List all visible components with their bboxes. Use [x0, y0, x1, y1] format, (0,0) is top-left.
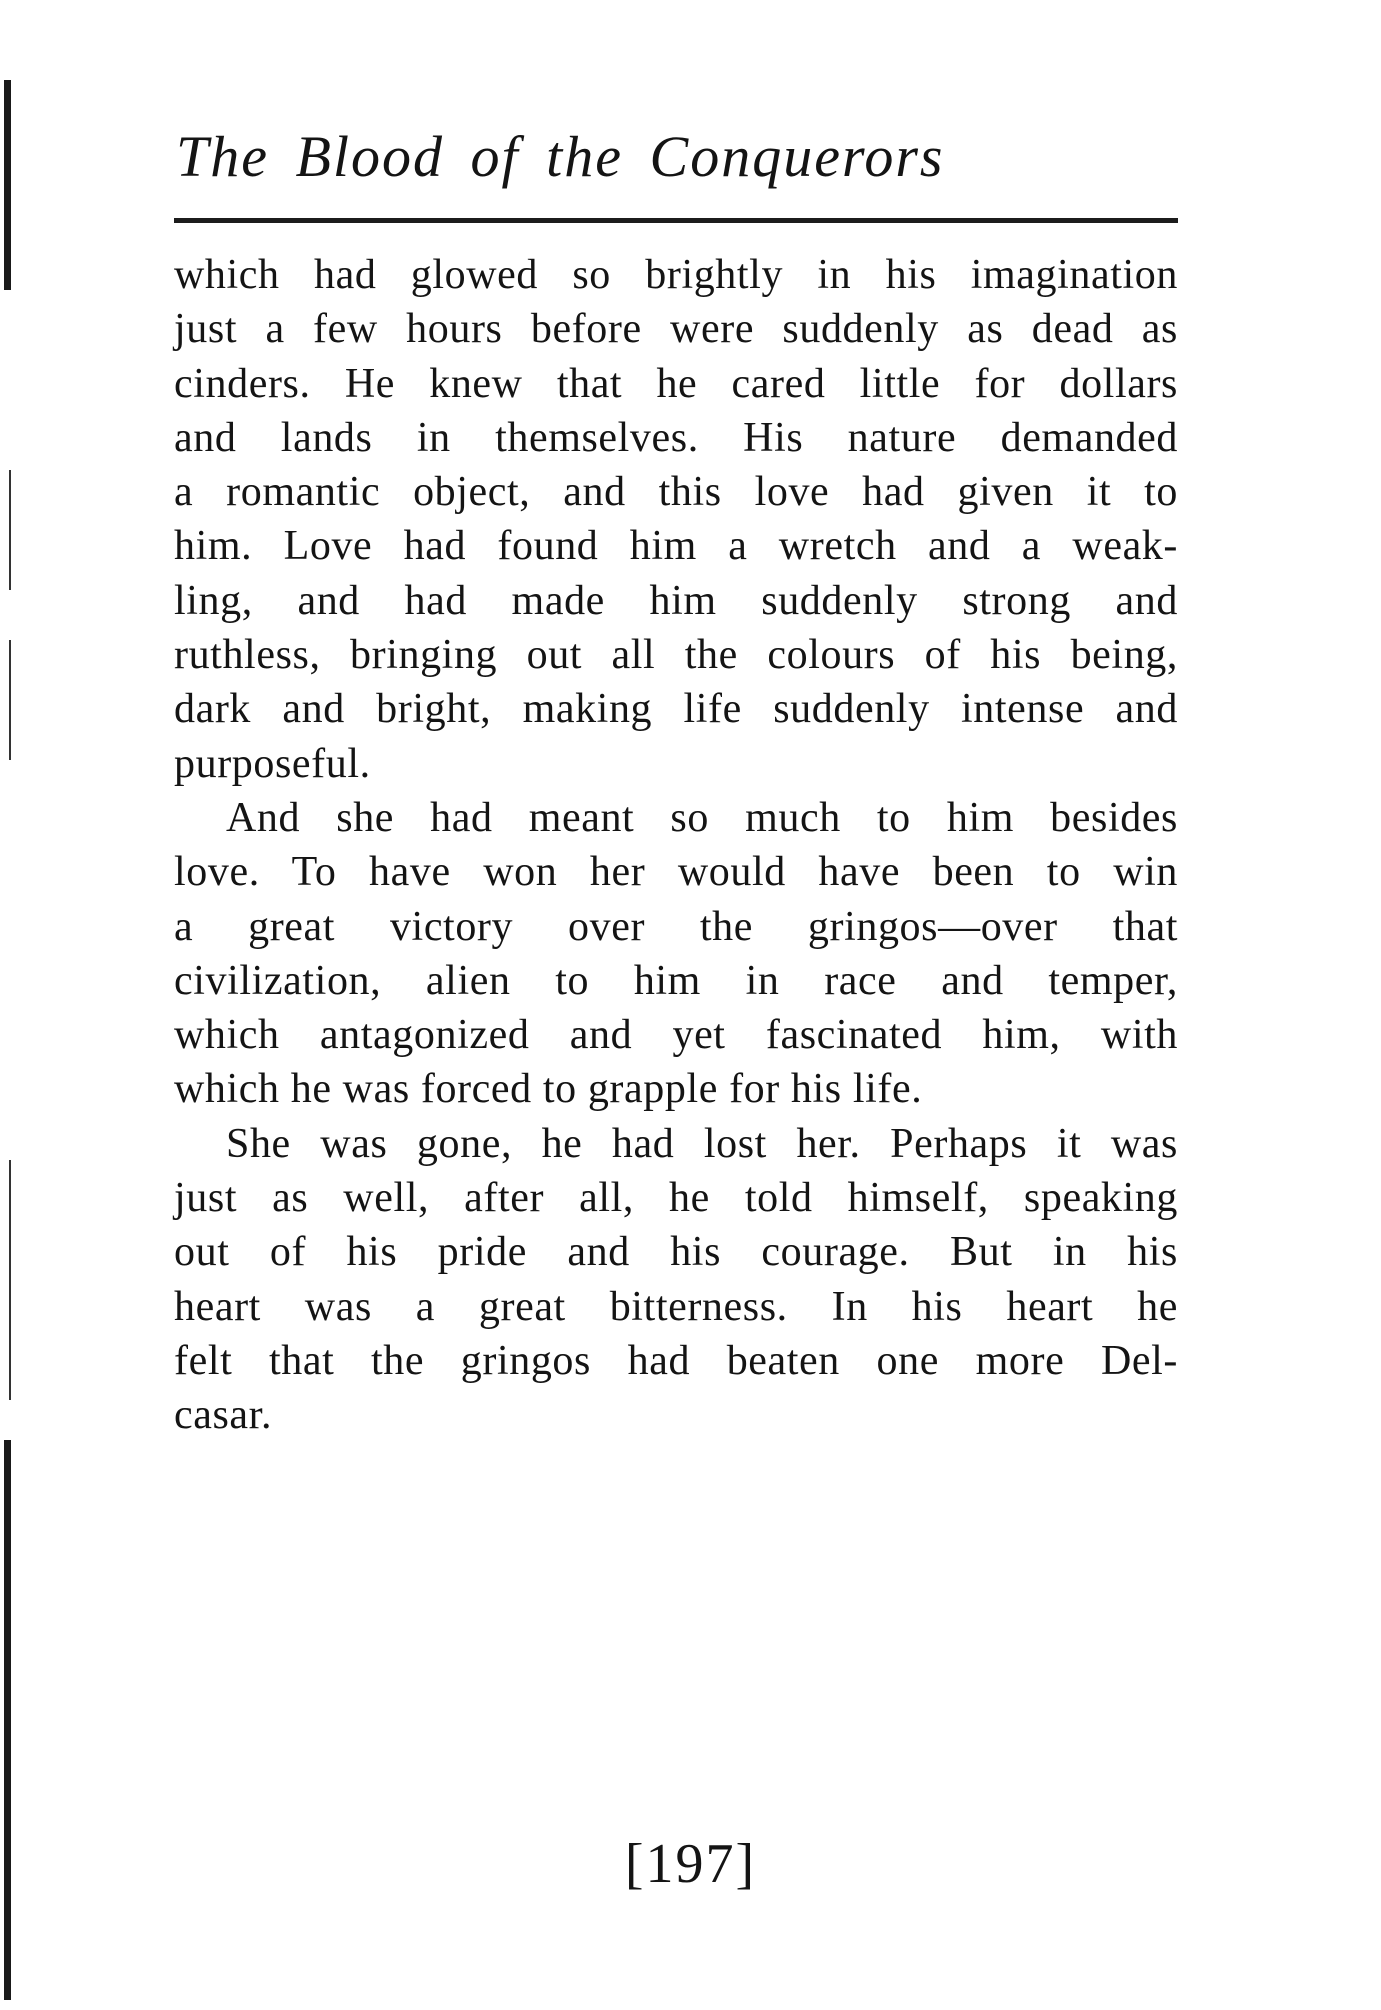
text-line: felt that the gringos had beaten one more Del- — [174, 1337, 1178, 1384]
paragraph-start: And she had meant so much to him besides — [226, 794, 1178, 841]
text-line: which he was forced to grapple for his life. — [174, 1066, 923, 1113]
text-line: heart was a great bitterness. In his heart he — [174, 1283, 1178, 1330]
binding-edge — [0, 0, 14, 2010]
text-line: him. Love had found him a wretch and a weak- — [174, 523, 1178, 570]
text-line: and lands in themselves. His nature demanded — [174, 414, 1178, 461]
text-line: a romantic object, and this love had given it to — [174, 469, 1178, 516]
page-number: [197] — [624, 1833, 757, 1895]
text-line: out of his pride and his courage. But in his — [174, 1229, 1178, 1276]
text-line: which antagonized and yet fascinated him, with — [174, 1012, 1178, 1059]
text-line: ling, and had made him suddenly strong and — [174, 577, 1178, 624]
body-text — [174, 248, 1178, 1443]
text-line: purposeful. — [174, 740, 371, 787]
running-head: The Blood of the Conquerors — [176, 124, 945, 189]
text-line: civilization, alien to him in race and temper, — [174, 957, 1178, 1004]
text-line: which had glowed so brightly in his imagination — [174, 252, 1178, 298]
text-line: ruthless, bringing out all the colours of his being, — [174, 632, 1178, 679]
header-rule — [174, 218, 1178, 223]
paragraph-start: She was gone, he had lost her. Perhaps it was — [226, 1120, 1178, 1167]
text-line: dark and bright, making life suddenly intense and — [174, 686, 1178, 733]
text-line: a great victory over the gringos—over that — [174, 903, 1178, 950]
text-line: cinders. He knew that he cared little for dollars — [174, 360, 1178, 407]
text-line: love. To have won her would have been to win — [174, 849, 1178, 896]
text-line: just as well, after all, he told himself, speaking — [174, 1175, 1178, 1222]
text-line: just a few hours before were suddenly as dead as — [174, 306, 1178, 353]
text-line: casar. — [174, 1392, 273, 1439]
